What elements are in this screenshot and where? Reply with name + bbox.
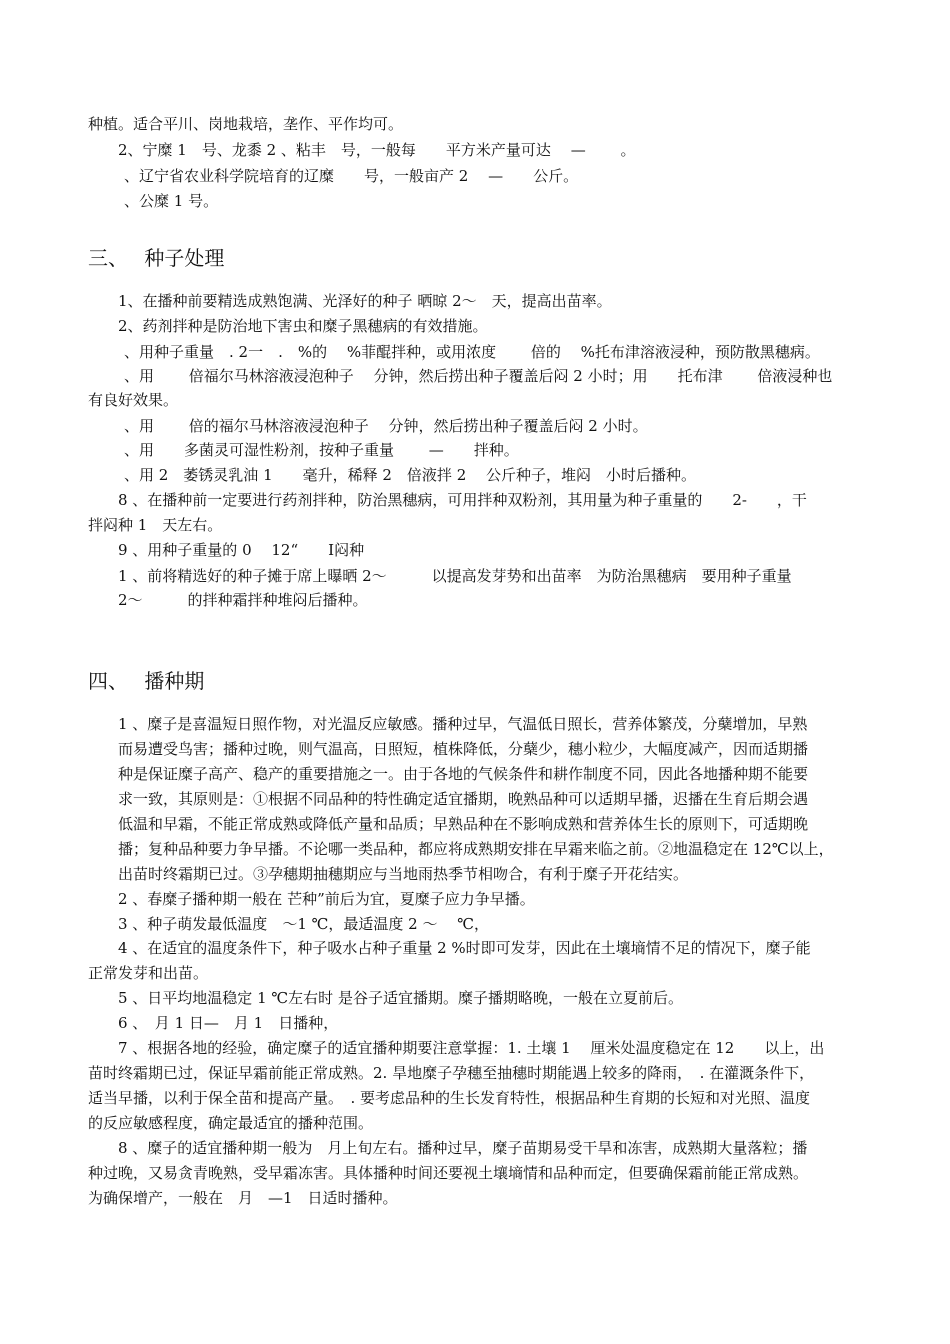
text-line: 6 、 月 1 日— 月 1 日播种，	[118, 1014, 339, 1032]
text-line: 拌闷种 1 天左右。	[88, 516, 223, 534]
text-line: 、用种子重量 . 2一 . %的 %菲醌拌种，或用浓度 倍的 %托布津溶液浸种，预防散黑穗病。	[124, 343, 820, 361]
text-line: 、辽宁省农业科学院培育的辽糜 号，一般亩产 2 — 公斤。	[124, 167, 579, 185]
text-line: 种是保证糜子高产、稳产的重要措施之一。由于各地的气候条件和耕作制度不同，因此各地播种期不能要	[118, 765, 809, 783]
text-line: 求一致，其原则是：①根据不同品种的特性确定适宜播期，晚熟品种可以适期早播，迟播在生育后期会遇	[118, 790, 809, 808]
text-line: 播；复种品种要力争早播。不论哪一类品种，都应将成熟期安排在早霜来临之前。②地温稳定在 12℃以上，	[118, 840, 834, 858]
text-line: 8 、糜子的适宜播种期一般为 月上旬左右。播种过早，糜子苗期易受干旱和冻害，成熟期大量落粒；播	[118, 1139, 808, 1157]
text-line: 出苗时终霜期已过。③孕穗期抽穗期应与当地雨热季节相吻合，有利于糜子开花结实。	[118, 865, 689, 883]
text-line: 、用 2 萎锈灵乳油 1 毫升，稀释 2 倍液拌 2 公斤种子，堆闷 小时后播种。	[124, 466, 697, 484]
text-line: 1 、前将精选好的种子摊于席上曝晒 2～ 以提高发芽势和出苗率 为防治黑穗病 要用种子重量	[118, 567, 792, 585]
text-line: 有良好效果。	[88, 391, 179, 409]
text-line: 种过晚，又易贪青晚熟，受早霜冻害。具体播种时间还要视土壤墒情和品种而定，但要确保霜前能正常成熟。	[88, 1164, 809, 1182]
text-line: 、用 倍的福尔马林溶液浸泡种子 分钟，然后捞出种子覆盖后闷 2 小时。	[124, 417, 648, 435]
text-line: 2～ 的拌种霜拌种堆闷后播种。	[118, 591, 368, 609]
text-line: 2、宁糜 1 号、龙黍 2 、粘丰 号，一般每 平方米产量可达 — 。	[118, 141, 636, 159]
text-line: 适当早播，以利于保全苗和提高产量。 . 要考虑品种的生长发育特性，根据品种生育期的长短和对光照、温度	[88, 1089, 811, 1107]
text-line: 3 、种子萌发最低温度 ～1 ℃，最适温度 2 ～ ℃，	[118, 915, 490, 933]
section-heading-sowing-period: 四、 播种期	[88, 669, 205, 693]
text-line: 2、药剂拌种是防治地下害虫和糜子黑穗病的有效措施。	[118, 317, 488, 335]
text-line: 1、在播种前要精选成熟饱满、光泽好的种子 晒晾 2～ 天，提高出苗率。	[118, 292, 612, 310]
text-line: 5 、日平均地温稳定 1 ℃左右时 是谷子适宜播期。糜子播期略晚，一般在立夏前后。	[118, 989, 683, 1007]
text-line: 低温和早霜，不能正常成熟或降低产量和品质；早熟品种在不影响成熟和营养体生长的原则下，可适期晚	[118, 815, 809, 833]
text-line: 而易遭受鸟害；播种过晚，则气温高，日照短，植株降低，分蘖少，穗小粒少，大幅度减产，因而适期播	[118, 740, 809, 758]
text-line: 2 、春糜子播种期一般在 芒种”前后为宜，夏糜子应力争早播。	[118, 890, 535, 908]
text-line: 、用 倍福尔马林溶液浸泡种子 分钟，然后捞出种子覆盖后闷 2 小时；用 托布津 倍液浸种也	[124, 367, 833, 385]
text-line: 苗时终霜期已过，保证早霜前能正常成熟。2. 旱地糜子孕穗至抽穗时期能遇上较多的降雨， . 在灌溉条件下，	[88, 1064, 815, 1082]
text-line: 7 、根据各地的经验，确定糜子的适宜播种期要注意掌握：1. 土壤 1 厘米处温度稳定在 12 以上，出	[118, 1039, 825, 1057]
text-line: 正常发芽和出苗。	[88, 964, 209, 982]
text-line: 9 、用种子重量的 0 12“ Ⅰ闷种	[118, 541, 365, 559]
text-line: 8 、在播种前一定要进行药剂拌种，防治黑穗病，可用拌种双粉剂，其用量为种子重量的 2- ，干	[118, 491, 807, 509]
text-line: 、公糜 1 号。	[124, 192, 219, 210]
text-line: 、用 多菌灵可湿性粉剂，按种子重量 — 拌种。	[124, 441, 519, 459]
section-heading-seed-treatment: 三、 种子处理	[88, 246, 225, 270]
text-line: 1 、糜子是喜温短日照作物，对光温反应敏感。播种过早，气温低日照长，营养体繁茂，分蘖增加，早熟	[118, 715, 808, 733]
text-line: 4 、在适宜的温度条件下，种子吸水占种子重量 2 %时即可发芽，因此在土壤墒情不足的情况下，糜子能	[118, 939, 811, 957]
text-line: 种植。适合平川、岗地栽培，垄作、平作均可。	[88, 115, 404, 133]
text-line: 为确保增产，一般在 月 —1 日适时播种。	[88, 1189, 398, 1207]
text-line: 的反应敏感程度，确定最适宜的播种范围。	[88, 1114, 374, 1132]
